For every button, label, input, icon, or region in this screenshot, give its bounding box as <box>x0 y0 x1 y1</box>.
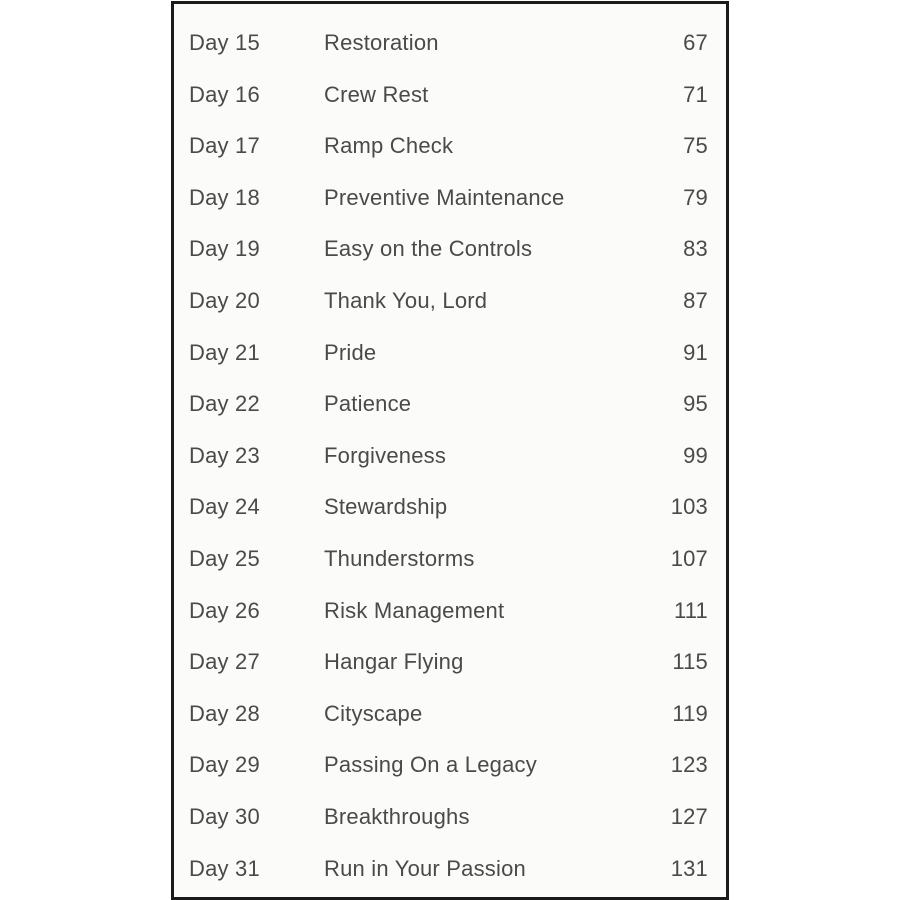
toc-entry-day-17 <box>174 120 726 172</box>
toc-chapter-title: Cityscape <box>324 700 423 726</box>
toc-day-label: Day 18 <box>189 184 260 210</box>
toc-page-number: 71 <box>683 81 708 107</box>
toc-page-number: 107 <box>670 545 708 571</box>
toc-page-number: 123 <box>670 752 708 778</box>
toc-day-label: Day 25 <box>189 545 260 571</box>
toc-entry-day-22 <box>174 378 726 430</box>
toc-day-label: Day 28 <box>189 700 260 726</box>
toc-day-label: Day 17 <box>189 133 260 159</box>
toc-day-label: Day 27 <box>189 649 260 675</box>
toc-page-number: 75 <box>683 133 708 159</box>
toc-page <box>171 1 729 900</box>
toc-page-number: 119 <box>672 700 708 726</box>
toc-page-number: 99 <box>683 442 708 468</box>
toc-chapter-title: Forgiveness <box>324 442 447 468</box>
toc-chapter-title: Restoration <box>324 30 439 55</box>
toc-day-label: Day 24 <box>189 494 260 520</box>
toc-entry-day-15 <box>174 17 726 69</box>
toc-day-label: Day 26 <box>189 597 260 623</box>
toc-day-label: Day 16 <box>189 81 260 107</box>
toc-entry-day-31 <box>174 843 726 895</box>
toc-entry-day-16 <box>174 69 726 121</box>
toc-page-number: 83 <box>683 236 708 262</box>
toc-chapter-title: Crew Rest <box>324 81 429 107</box>
toc-day-label: Day 31 <box>189 855 260 881</box>
toc-chapter-title: Preventive Maintenance <box>324 184 565 210</box>
toc-entry-day-26 <box>174 585 726 637</box>
toc-page-number: 115 <box>672 649 708 675</box>
toc-chapter-title: Thunderstorms <box>324 545 475 571</box>
toc-chapter-title: Breakthroughs <box>324 803 470 829</box>
toc-chapter-title: Run in Your Passion <box>324 855 526 881</box>
toc-chapter-title: Risk Management <box>324 597 505 623</box>
toc-entry-day-28 <box>174 688 726 740</box>
toc-entry-day-20 <box>174 275 726 327</box>
toc-entry-day-24 <box>174 481 726 533</box>
toc-chapter-title: Passing On a Legacy <box>324 752 537 778</box>
toc-page-number: 67 <box>683 30 708 55</box>
toc-entry-day-21 <box>174 327 726 379</box>
toc-page-number: 127 <box>670 803 708 829</box>
toc-chapter-title: Patience <box>324 391 412 417</box>
toc-entry-day-29 <box>174 739 726 791</box>
toc-day-label: Day 22 <box>189 391 260 417</box>
toc-entry-day-18 <box>174 172 726 224</box>
toc-chapter-title: Easy on the Controls <box>324 236 533 262</box>
toc-page-number: 131 <box>670 855 708 881</box>
toc-chapter-title: Hangar Flying <box>324 649 464 675</box>
toc-day-label: Day 20 <box>189 287 260 313</box>
toc-day-label: Day 15 <box>189 30 260 55</box>
toc-day-label: Day 23 <box>189 442 260 468</box>
table-of-contents <box>174 17 726 894</box>
toc-chapter-title: Stewardship <box>324 494 448 520</box>
toc-entry-day-25 <box>174 533 726 585</box>
toc-page-number: 103 <box>670 494 708 520</box>
toc-page-number: 87 <box>683 287 708 313</box>
toc-entry-day-27 <box>174 636 726 688</box>
toc-day-label: Day 29 <box>189 752 260 778</box>
toc-page-number: 111 <box>673 597 708 623</box>
toc-day-label: Day 19 <box>189 236 260 262</box>
toc-entry-day-19 <box>174 223 726 275</box>
toc-page-number: 79 <box>683 184 708 210</box>
toc-day-label: Day 30 <box>189 803 260 829</box>
toc-page-number: 91 <box>683 339 708 365</box>
toc-chapter-title: Pride <box>324 339 377 365</box>
toc-page-number: 95 <box>683 391 708 417</box>
toc-entry-day-23 <box>174 430 726 482</box>
toc-chapter-title: Thank You, Lord <box>324 287 488 313</box>
toc-day-label: Day 21 <box>189 339 260 365</box>
toc-chapter-title: Ramp Check <box>324 133 454 159</box>
toc-entry-day-30 <box>174 791 726 843</box>
